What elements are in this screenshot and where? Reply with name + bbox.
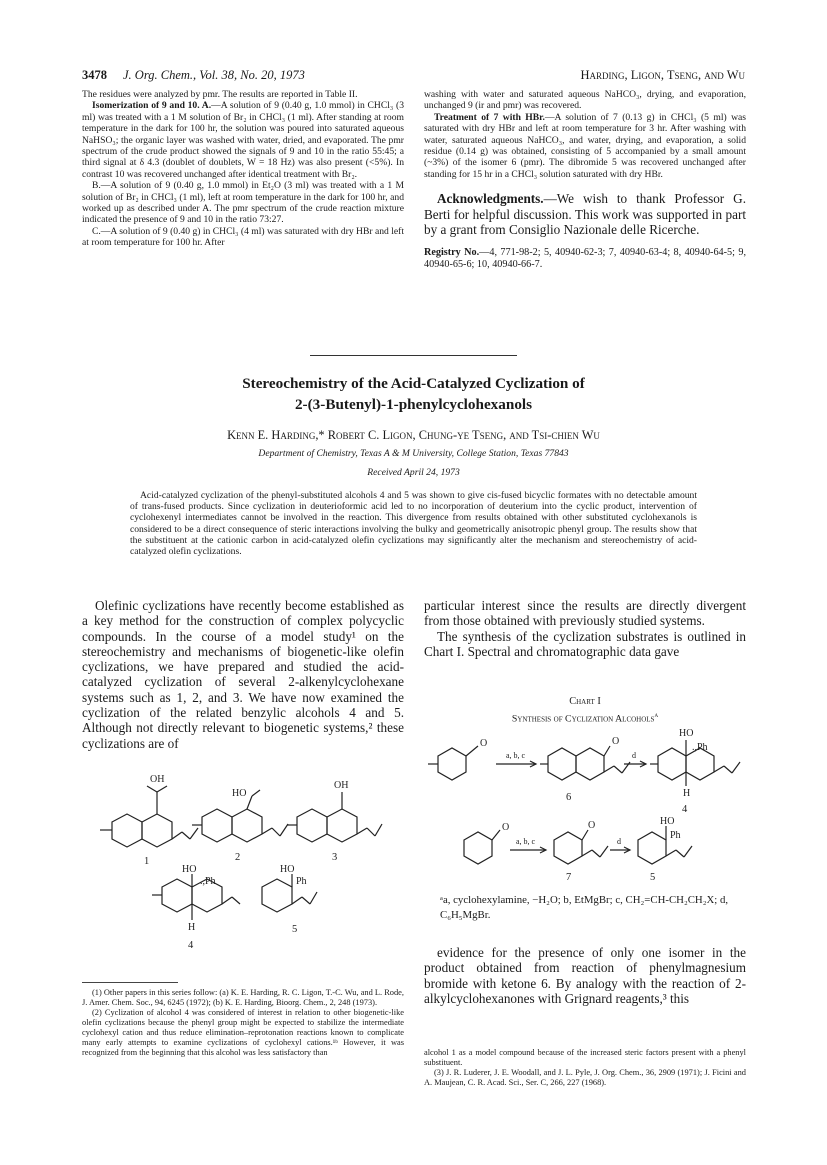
paragraph: Isomerization of 9 and 10. A.—A solution of 9 (0.40 g, 1.0 mmol) in CHCl₃ (3 ml) was treated with a 1 M solution of Br₂ in CHCl₃ (1 ml). After standing at room temperature in the dark for 100 hr, the solution was poured into saturated aqueous NaHSO₃; the organic layer was washed with water, dried, and evaporated. The pmr spectrum of the crude product showed the signals of 9 and 10 in the ratio 55:45; a third signal at δ 4.3 (doublet of doublets, W = 18 Hz) was also present (<5%). In contrast 10 was recovered unchanged after identical treatment with Br₂. — [82, 100, 404, 180]
page-number: 3478 — [82, 68, 107, 82]
atom-label: HO — [280, 864, 295, 875]
journal-citation: J. Org. Chem., Vol. 38, No. 20, 1973 — [123, 68, 305, 82]
footnotes-right — [424, 1048, 746, 1088]
abstract: Acid-catalyzed cyclization of the phenyl-substituted alcohols 4 and 5 was shown to give cis-fused bicyclic formates with no detectable amount of trans-fused products. Since cyclization in deuterioformic acid led to no incorporation of deuterium into the cyclic product, intervention of cyclohexenyl intermediates cannot be involved in the reaction. This divergence from results obtained with other substituted cyclohexanols is considered to be a direct consequence of steric interactions involving the bulky and geometrically anisotropic phenyl group. The results show that the substituent at the cationic carbon in acid-catalyzed olefin cyclizations may significantly alter the mechanism and stereochemistry of acid-catalyzed olefin cyclizations. — [130, 490, 697, 558]
atom-label: HO — [679, 728, 694, 739]
paragraph: C.—A solution of 9 (0.40 g) in CHCl₃ (4 ml) was saturated with dry HBr and left at room temperature for 100 hr. After — [82, 225, 404, 249]
structure-1 — [100, 786, 198, 847]
article-title-line-2: 2-(3-Butenyl)-1-phenylcyclohexanols — [294, 396, 533, 413]
chart-i-scheme — [424, 726, 746, 888]
chart-subtitle: Synthesis of Cyclization Alcohols$^a$ — [511, 711, 659, 725]
structures-figure — [82, 752, 404, 952]
received-date: Received April 24, 1973 — [367, 467, 460, 478]
atom-label: OH — [334, 780, 349, 791]
paragraph: B.—A solution of 9 (0.40 g, 1.0 mmol) in Et₂O (3 ml) was treated with a 1 M solution of Br₂ in CHCl₃ (1 ml), left at room temperature in the dark for 100 hr, and worked up as described under A. The pmr spectrum of the crude reaction mixture indicated the presence of 9 and 10 in the ratio 73:27. — [82, 180, 404, 226]
footnote: (1) Other papers in this series follow: (a) K. E. Harding, R. C. Ligon, T.-C. Wu, and L. Rode, J. Amer. Chem. Soc., 94, 6245 (1972); (b) K. E. Harding, Bioorg. Chem., 2, 248 (1973). — [82, 988, 404, 1007]
reagent-label: a, b, c — [516, 837, 536, 846]
atom-label: OH — [150, 774, 165, 785]
section-divider — [310, 355, 517, 356]
atom-label: .,Ph — [200, 876, 216, 887]
footnote: alcohol 1 as a model compound because of the increased steric factors present with a phenyl substituent. — [424, 1048, 746, 1067]
atom-label: O — [612, 736, 620, 747]
atom-label: H — [188, 922, 196, 933]
acknowledgments: Acknowledgments.—We wish to thank Professor G. Berti for helpful discussion. This work was supported in part by a grant from Consiglio Nazionale delle Ricerche. — [424, 191, 746, 237]
atom-label: HO — [660, 816, 675, 827]
atom-label: O — [480, 738, 488, 749]
footnote: (3) J. R. Luderer, J. E. Woodall, and J. L. Pyle, J. Org. Chem., 36, 2909 (1971); J. Ficini and A. Maujean, C. R. Acad. Sci., Ser. C, 266, 227 (1968). — [424, 1068, 746, 1087]
affiliation: Department of Chemistry, Texas A & M University, College Station, Texas 77843 — [258, 448, 569, 459]
body-text-left: Olefinic cyclizations have recently become established as a key method for the construction of complex polycyclic compounds. In the course of a model study¹ on the stereochemistry and mechanisms of biogenetic-like olefin cyclizations, we have prepared and studied the acid-catalyzed cyclization of several 2-alkenylcyclohexane systems such as 1, 2, and 3. We have now examined the cyclization of the related benzylic alcohols 4 and 5. Although not directly relevant to biogenetic systems,² these cyclizations are of — [82, 598, 404, 751]
atom-label: Ph — [296, 876, 307, 887]
compound-label: 6 — [566, 792, 572, 803]
reagent-label: d — [617, 837, 621, 846]
compound-label: 3 — [332, 852, 338, 863]
chart-footnote: ᵃa, cyclohexylamine, −H₂O; b, EtMgBr; c, CH₂=CH-CH₂CH₂X; d, C₆H₅MgBr. — [440, 894, 729, 921]
structure-3 — [287, 792, 382, 842]
body-text-right: particular interest since the results are directly divergent from those obtained with previously studied systems. The synthesis of the cyclization substrates is outlined in Chart I. Spectral and chromatographic data gave — [424, 598, 746, 659]
compound-label: 2 — [235, 852, 241, 863]
reagent-label: d — [632, 751, 636, 760]
compound-label: 5 — [292, 924, 298, 935]
footnote-rule — [82, 982, 178, 983]
body-text-right-continued: evidence for the presence of only one isomer in the product obtained from reaction of phenylmagnesium bromide with ketone 6. By analogy with the reaction of 2-alkylcyclohexanones with Grignard reagents,³ this — [424, 945, 746, 1006]
article-authors: Kenn E. Harding,* Robert C. Ligon, Chung-ye Tseng, and Tsi-chien Wu — [227, 428, 600, 442]
chart-title: Chart I — [569, 696, 601, 707]
atom-label: .,Ph — [692, 742, 708, 753]
experimental-right-column — [424, 89, 746, 271]
atom-label: Ph — [670, 830, 681, 841]
experimental-left-column — [82, 89, 404, 249]
paragraph: washing with water and saturated aqueous NaHCO₃, drying, and evaporation, unchanged 9 (ir and pmr) was recovered. — [424, 89, 746, 112]
structure-5 — [262, 874, 317, 912]
compound-label: 5 — [650, 872, 656, 883]
compound-label: 4 — [188, 940, 194, 951]
footnote: (2) Cyclization of alcohol 4 was considered of interest in relation to other biogenetic-like olefin cyclizations because the phenyl group might be expected to stabilize the intermediate cyclohexyl cation and thus reduce elimination–reprotonation reactions known to complicate many early attempts to examine cyclizations of cyclohexyl cations.¹ᵇ However, it was recognized from the beginning that this alcohol was less satisfactory than — [82, 1008, 404, 1057]
atom-label: HO — [182, 864, 197, 875]
paragraph: Treatment of 7 with HBr.—A solution of 7 (0.13 g) in CHCl₃ (5 ml) was saturated with dry HBr and left at room temperature for 3 hr. After washing with water, saturated aqueous NaHCO₃, and water, drying, and evaporation, a solid residue (0.14 g) was obtained, consisting of 5 accompanied by a small amount (~3%) of the isomer 6 (pmr). The dibromide 5 was recovered unchanged after standing for 15 hr in a CHCl₃ solution saturated with dry HBr. — [424, 111, 746, 180]
reagent-label: a, b, c — [506, 751, 526, 760]
article-title-line-1: Stereochemistry of the Acid-Catalyzed Cyclization of — [242, 375, 585, 392]
compound-label: 4 — [682, 804, 688, 815]
atom-label: HO — [232, 788, 247, 799]
atom-label: H — [683, 788, 691, 799]
registry-numbers: Registry No.—4, 771-98-2; 5, 40940-62-3; 7, 40940-63-4; 8, 40940-64-5; 9, 40940-65-6; 10, 40940-66-7. — [424, 247, 746, 271]
footnotes-left — [82, 988, 404, 1058]
compound-label: 1 — [144, 856, 150, 867]
atom-label: O — [588, 820, 596, 831]
structure-4 — [152, 874, 240, 920]
running-authors: Harding, Ligon, Tseng, and Wu — [580, 68, 745, 82]
atom-label: O — [502, 822, 510, 833]
paragraph: The residues were analyzed by pmr. The results are reported in Table II. — [82, 89, 358, 100]
compound-label: 7 — [566, 872, 572, 883]
